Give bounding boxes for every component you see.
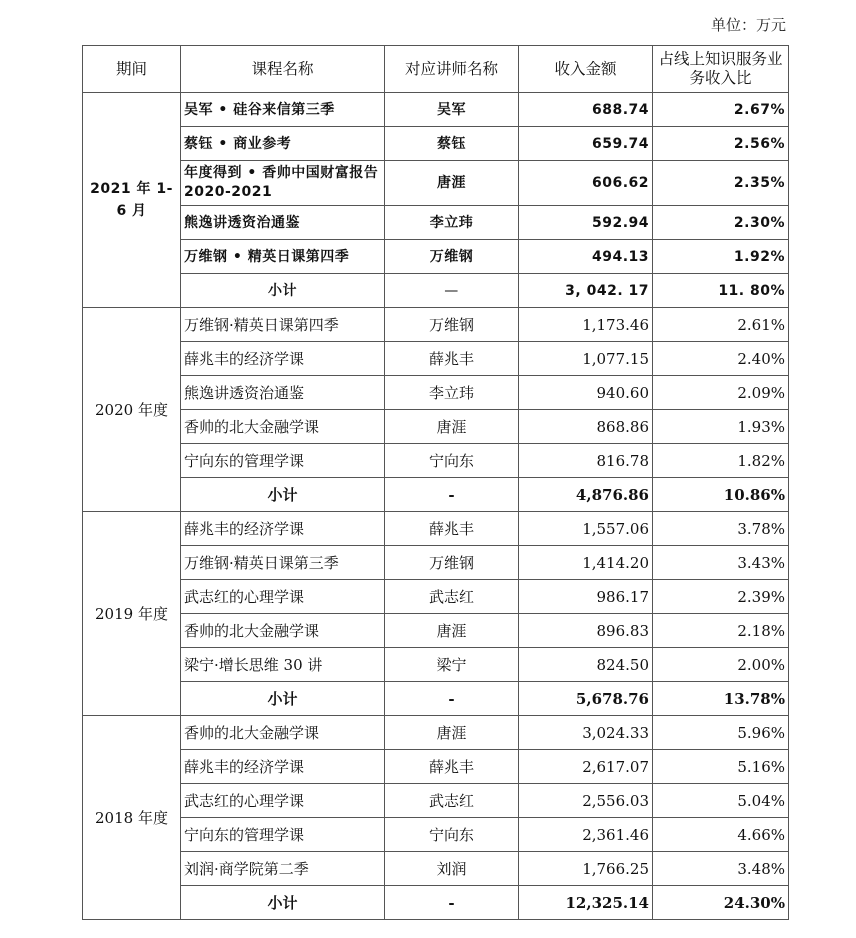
course-cell: 梁宁·增长思维 30 讲 xyxy=(181,648,385,682)
table-row xyxy=(83,410,789,444)
revenue-cell: 592.94 xyxy=(519,206,653,240)
table-row xyxy=(83,206,789,240)
ratio-cell: 2.09% xyxy=(653,376,789,410)
instructor-cell: 唐涯 xyxy=(385,716,519,750)
ratio-cell: 5.04% xyxy=(653,784,789,818)
instructor-cell: 宁向东 xyxy=(385,818,519,852)
subtotal-ratio: 24.30% xyxy=(653,886,789,920)
course-cell: 万维钢·精英日课第三季 xyxy=(181,546,385,580)
table-row xyxy=(83,93,789,127)
revenue-cell: 2,361.46 xyxy=(519,818,653,852)
period-cell: 2018 年度 xyxy=(83,716,181,920)
period-cell: 2020 年度 xyxy=(83,308,181,512)
revenue-cell: 1,557.06 xyxy=(519,512,653,546)
table-row xyxy=(83,580,789,614)
instructor-cell: 唐涯 xyxy=(385,161,519,206)
ratio-cell: 1.92% xyxy=(653,240,789,274)
table-row xyxy=(83,818,789,852)
revenue-cell: 688.74 xyxy=(519,93,653,127)
instructor-cell: 梁宁 xyxy=(385,648,519,682)
course-cell: 香帅的北大金融学课 xyxy=(181,614,385,648)
revenue-cell: 2,556.03 xyxy=(519,784,653,818)
course-cell: 年度得到 • 香帅中国财富报告 2020-2021 xyxy=(181,161,385,206)
course-cell: 宁向东的管理学课 xyxy=(181,818,385,852)
ratio-cell: 3.78% xyxy=(653,512,789,546)
table-row xyxy=(83,750,789,784)
header-revenue: 收入金额 xyxy=(519,46,653,93)
revenue-cell: 606.62 xyxy=(519,161,653,206)
ratio-cell: 2.40% xyxy=(653,342,789,376)
ratio-cell: 5.16% xyxy=(653,750,789,784)
subtotal-row xyxy=(83,682,789,716)
table-row xyxy=(83,546,789,580)
ratio-cell: 1.82% xyxy=(653,444,789,478)
subtotal-ratio: 13.78% xyxy=(653,682,789,716)
course-cell: 薛兆丰的经济学课 xyxy=(181,512,385,546)
ratio-cell: 4.66% xyxy=(653,818,789,852)
revenue-cell: 1,766.25 xyxy=(519,852,653,886)
subtotal-revenue: 4,876.86 xyxy=(519,478,653,512)
header-row xyxy=(83,46,789,93)
instructor-cell: 薛兆丰 xyxy=(385,512,519,546)
revenue-cell: 659.74 xyxy=(519,127,653,161)
subtotal-instructor: — xyxy=(385,274,519,308)
subtotal-row xyxy=(83,478,789,512)
instructor-cell: 薛兆丰 xyxy=(385,342,519,376)
table-row xyxy=(83,648,789,682)
revenue-cell: 1,077.15 xyxy=(519,342,653,376)
course-cell: 蔡钰 • 商业参考 xyxy=(181,127,385,161)
revenue-cell: 494.13 xyxy=(519,240,653,274)
ratio-cell: 2.18% xyxy=(653,614,789,648)
course-cell: 刘润·商学院第二季 xyxy=(181,852,385,886)
table-row xyxy=(83,127,789,161)
instructor-cell: 万维钢 xyxy=(385,240,519,274)
subtotal-revenue: 12,325.14 xyxy=(519,886,653,920)
table-row xyxy=(83,240,789,274)
course-cell: 武志红的心理学课 xyxy=(181,784,385,818)
instructor-cell: 唐涯 xyxy=(385,614,519,648)
ratio-cell: 5.96% xyxy=(653,716,789,750)
period-cell: 2021 年 1-6 月 xyxy=(83,93,181,308)
ratio-cell: 2.39% xyxy=(653,580,789,614)
course-cell: 熊逸讲透资治通鉴 xyxy=(181,206,385,240)
revenue-cell: 1,414.20 xyxy=(519,546,653,580)
course-cell: 香帅的北大金融学课 xyxy=(181,410,385,444)
subtotal-label: 小计 xyxy=(181,274,385,308)
instructor-cell: 武志红 xyxy=(385,580,519,614)
course-cell: 熊逸讲透资治通鉴 xyxy=(181,376,385,410)
subtotal-instructor: - xyxy=(385,886,519,920)
revenue-cell: 2,617.07 xyxy=(519,750,653,784)
instructor-cell: 宁向东 xyxy=(385,444,519,478)
revenue-cell: 896.83 xyxy=(519,614,653,648)
table-row xyxy=(83,342,789,376)
instructor-cell: 万维钢 xyxy=(385,546,519,580)
course-cell: 万维钢 • 精英日课第四季 xyxy=(181,240,385,274)
subtotal-label: 小计 xyxy=(181,886,385,920)
subtotal-label: 小计 xyxy=(181,478,385,512)
table-row xyxy=(83,376,789,410)
subtotal-row xyxy=(83,886,789,920)
course-revenue-table xyxy=(82,45,789,920)
table-row xyxy=(83,716,789,750)
subtotal-instructor: - xyxy=(385,478,519,512)
revenue-cell: 816.78 xyxy=(519,444,653,478)
ratio-cell: 3.48% xyxy=(653,852,789,886)
course-cell: 万维钢·精英日课第四季 xyxy=(181,308,385,342)
table-row xyxy=(83,512,789,546)
ratio-cell: 2.67% xyxy=(653,93,789,127)
course-cell: 吴军 • 硅谷来信第三季 xyxy=(181,93,385,127)
instructor-cell: 薛兆丰 xyxy=(385,750,519,784)
subtotal-row xyxy=(83,274,789,308)
ratio-cell: 2.56% xyxy=(653,127,789,161)
period-cell: 2019 年度 xyxy=(83,512,181,716)
instructor-cell: 刘润 xyxy=(385,852,519,886)
table-row xyxy=(83,308,789,342)
header-instructor: 对应讲师名称 xyxy=(385,46,519,93)
course-cell: 香帅的北大金融学课 xyxy=(181,716,385,750)
revenue-cell: 1,173.46 xyxy=(519,308,653,342)
subtotal-instructor: - xyxy=(385,682,519,716)
course-cell: 武志红的心理学课 xyxy=(181,580,385,614)
subtotal-ratio: 11. 80% xyxy=(653,274,789,308)
instructor-cell: 万维钢 xyxy=(385,308,519,342)
table-row xyxy=(83,852,789,886)
ratio-cell: 2.00% xyxy=(653,648,789,682)
table-row xyxy=(83,784,789,818)
revenue-cell: 3,024.33 xyxy=(519,716,653,750)
revenue-cell: 986.17 xyxy=(519,580,653,614)
table-row xyxy=(83,444,789,478)
instructor-cell: 李立玮 xyxy=(385,376,519,410)
subtotal-revenue: 3, 042. 17 xyxy=(519,274,653,308)
course-cell: 薛兆丰的经济学课 xyxy=(181,342,385,376)
table-row xyxy=(83,161,789,206)
course-cell: 宁向东的管理学课 xyxy=(181,444,385,478)
instructor-cell: 唐涯 xyxy=(385,410,519,444)
revenue-cell: 940.60 xyxy=(519,376,653,410)
ratio-cell: 2.35% xyxy=(653,161,789,206)
header-period: 期间 xyxy=(83,46,181,93)
table-row xyxy=(83,614,789,648)
unit-label: 单位：万元 xyxy=(710,16,786,34)
instructor-cell: 蔡钰 xyxy=(385,127,519,161)
instructor-cell: 李立玮 xyxy=(385,206,519,240)
subtotal-label: 小计 xyxy=(181,682,385,716)
course-cell: 薛兆丰的经济学课 xyxy=(181,750,385,784)
subtotal-ratio: 10.86% xyxy=(653,478,789,512)
subtotal-revenue: 5,678.76 xyxy=(519,682,653,716)
ratio-cell: 2.61% xyxy=(653,308,789,342)
ratio-cell: 2.30% xyxy=(653,206,789,240)
instructor-cell: 武志红 xyxy=(385,784,519,818)
revenue-cell: 824.50 xyxy=(519,648,653,682)
instructor-cell: 吴军 xyxy=(385,93,519,127)
header-ratio: 占线上知识服务业务收入比 xyxy=(653,46,789,93)
revenue-cell: 868.86 xyxy=(519,410,653,444)
header-course: 课程名称 xyxy=(181,46,385,93)
ratio-cell: 1.93% xyxy=(653,410,789,444)
ratio-cell: 3.43% xyxy=(653,546,789,580)
